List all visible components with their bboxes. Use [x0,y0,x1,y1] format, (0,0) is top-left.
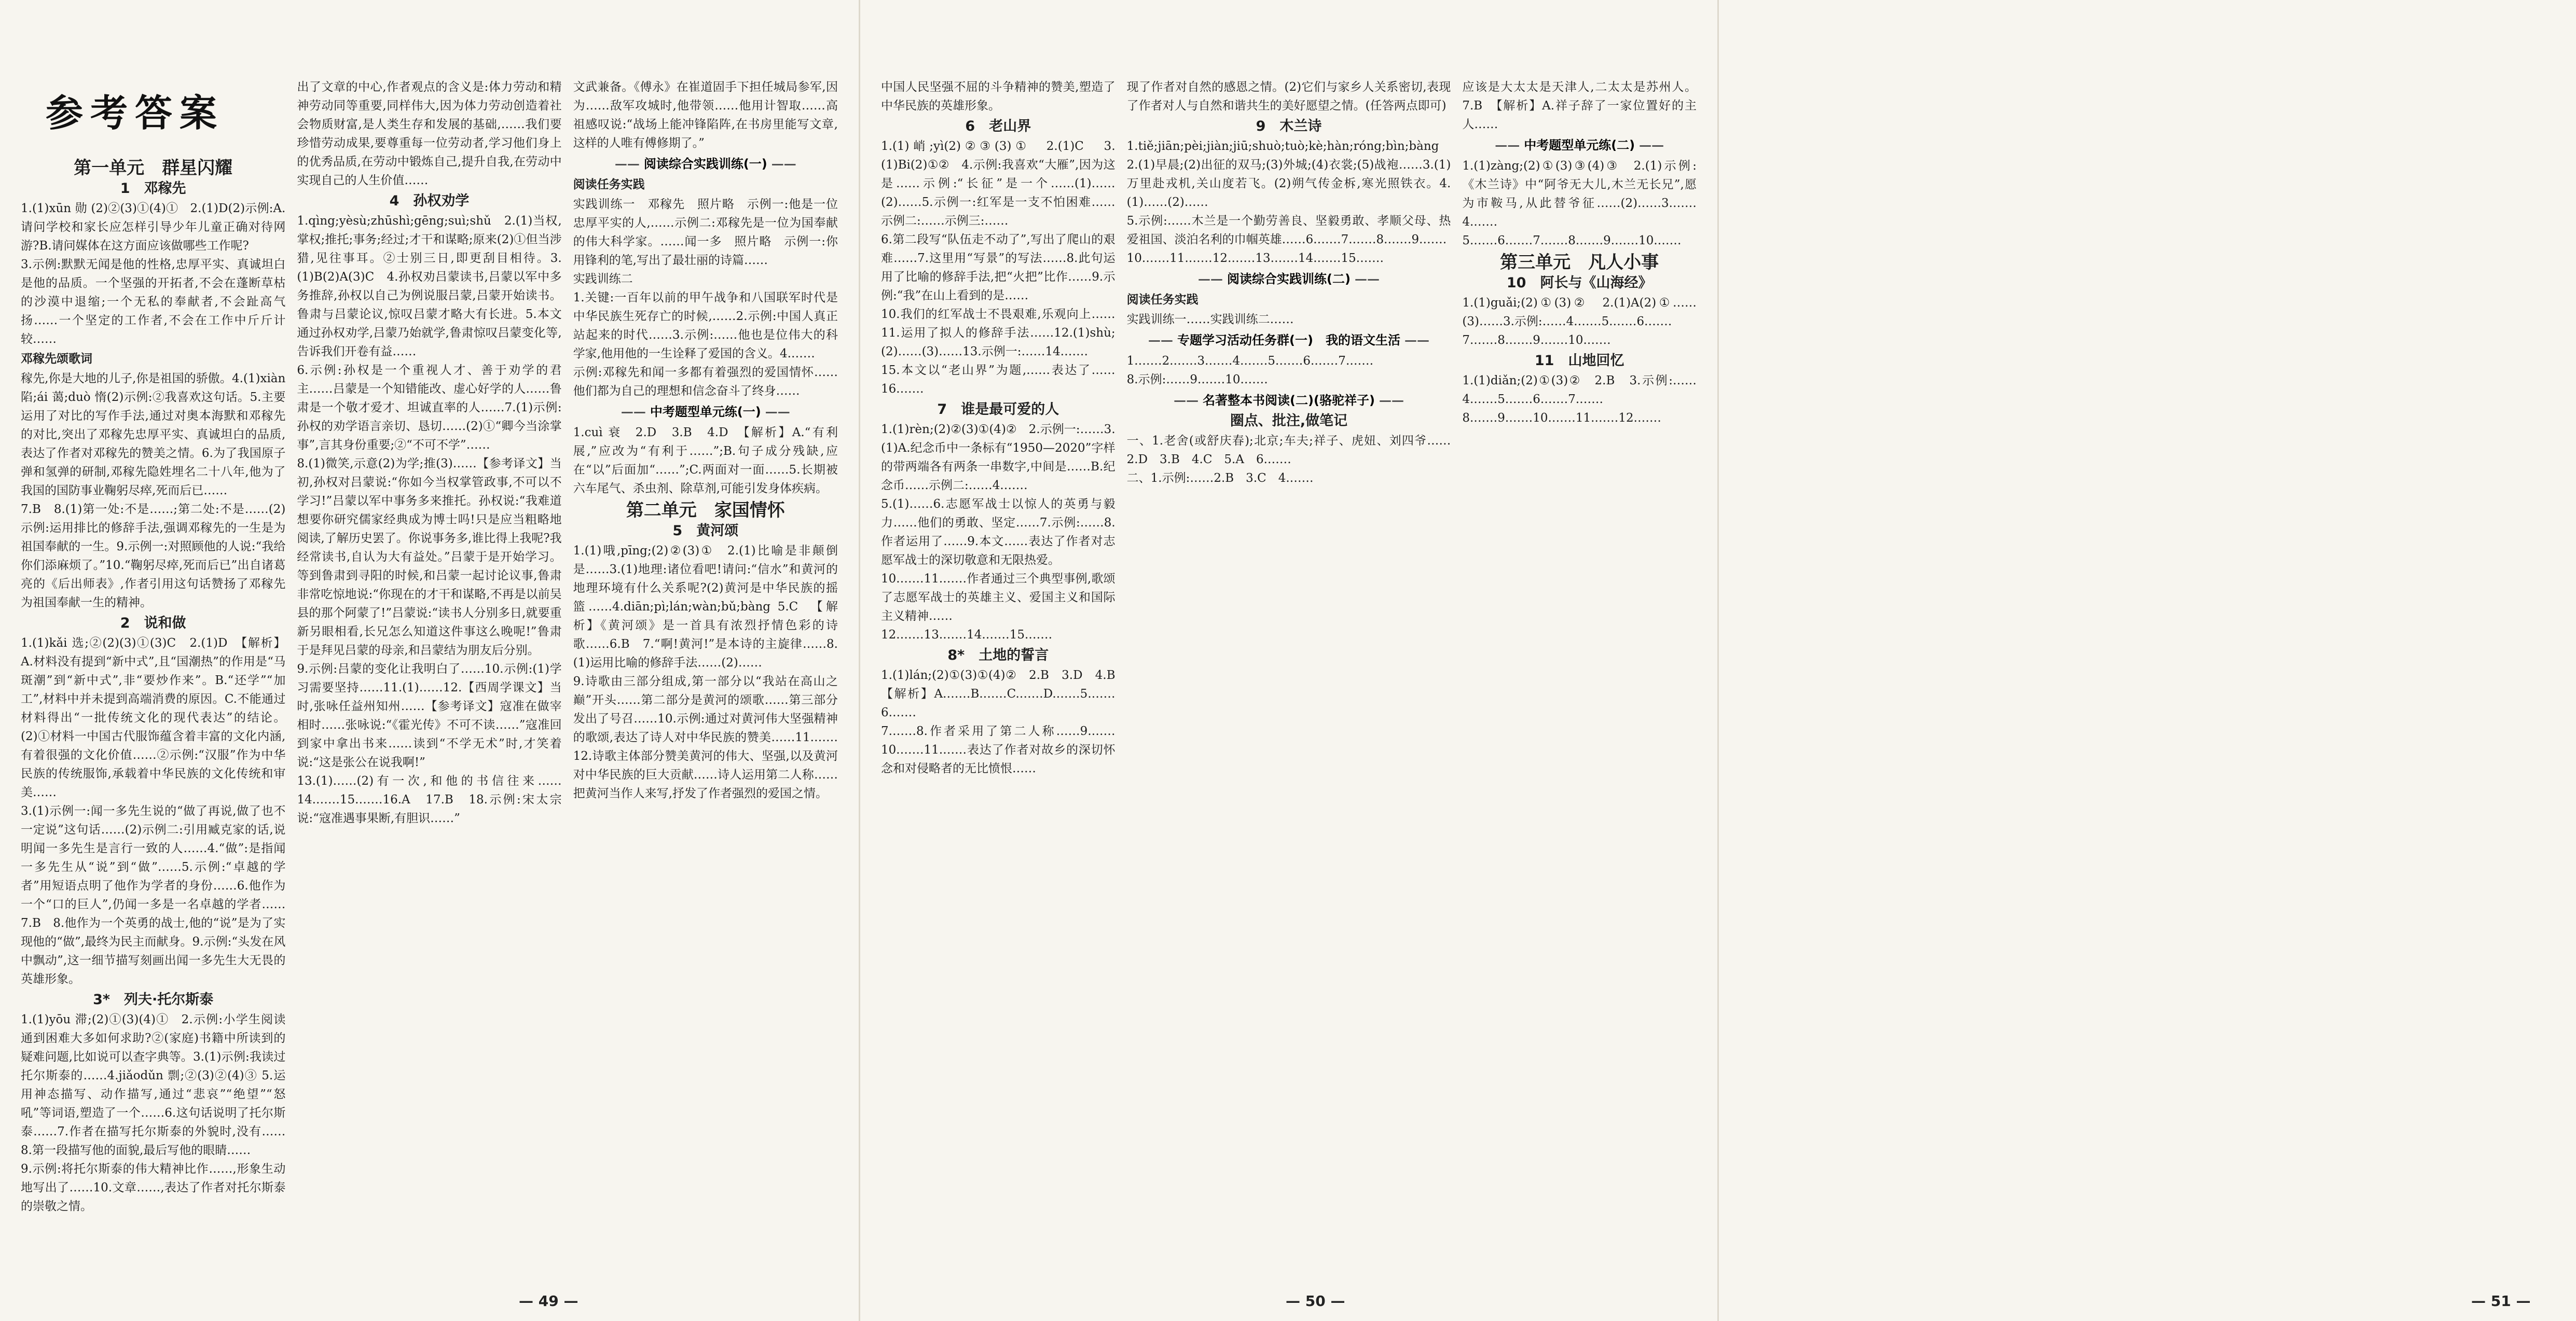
text-column [2291,78,2555,1274]
section-band-heading: —— 阅读综合实践训练(二) —— [1127,270,1451,288]
answer-paragraph: 中国人民坚强不屈的斗争精神的赞美,塑造了中华民族的英雄形象。 [881,80,1115,113]
answer-paragraph: 1.cuì 衰 2.D 3.B 4.D 【解析】A.“有利展,”应改为“有利于……”;B.句子成分残缺,应在“以”后面加“……”;C.两面对一面……5.长期被六车尾气、杀虫剂、除草剂,可能引发身体疾病。 [573,426,838,495]
answer-paragraph: 1.(1)kǎi 选;②(2)(3)①(3)C 2.(1)D 【解析】A.材料没有提到“新中式”,且“国潮热”的作用是“马斑潮”到“新中式”,非“要炒作来”。B.“还学”“加工”,材料中并未提到高端消费的原因。C.不能通过材料得出“一批传统文化的现代表达”的结论。(2)①材料一中国古代服饰蕴含着丰富的文化内涵,有着很强的文化价值……②示例:“汉服”作为中华民族的传统服饰,承载着中华民族的文化传统和审美…… [21,636,286,799]
answer-paragraph: 实践训练一……实践训练二…… [1126,313,1294,326]
section-band-heading: —— 中考题型单元练(一) —— [573,402,838,421]
answer-paragraph: 6.示例:孙权是一个重视人才、善于劝学的君主……吕蒙是一个知错能改、虚心好学的人……鲁肃是一个敬才爱才、坦诚直率的人……7.(1)示例:孙权的劝学语言亲切、恳切……(2)①“卿今当涂掌事”,言其身份重要;②“不可不学”…… [297,364,562,452]
answer-paragraph: 12.……13.……14.……15.…… [881,628,1053,642]
answer-paragraph: 1.(1)diǎn;(2)①(3)② 2.B 3.示例:……4.……5.……6.……7.…… [1462,374,1697,406]
lesson-heading: 4 孙权劝学 [389,193,470,209]
column-container [1740,78,2555,1274]
answer-paragraph: 稼先,你是大地的儿子,你是祖国的骄傲。4.(1)xiàn 陷;ái 蔼;duò 惰(2)示例:②我喜欢这句话。5.主要运用了对比的写作手法,通过对奥本海默和邓稼先的对比,突出了邓稼先忠厚平实、真诚坦白的品质,表达了作者对邓稼先的赞美之情。6.为了我国原子弹和氢弹的研制,邓稼先隐姓埋名二十八年,他为了我国的国防事业鞠躬尽瘁,死而后已…… [21,372,286,497]
answer-paragraph: 1.(1)哦,pīng;(2)②(3)① 2.(1)比喻是非颠倒是……3.(1)地理:诸位看吧!请问:“信水”和黄河的地理环境有什么关系呢?(2)黄河是中华民族的摇篮……4.diān;pì;lán;wàn;bǔ;bàng 5.C 【解析】《黄河颂》是一首具有浓烈抒情色彩的诗歌……6.B 7.“啊!黄河!”是本诗的主旋律……8.(1)运用比喻的修辞手法……(2)…… [573,544,838,670]
answer-paragraph: 10.……11.……作者通过三个典型事例,歌颂了志愿军战士的英雄主义、爱国主义和国际主义精神…… [881,572,1115,623]
lesson-heading: 2 说和做 [120,615,186,631]
unit-heading: 第三单元 凡人小事 [1500,252,1659,273]
answer-paragraph: 10.……11.……12.……13.……14.……15.…… [1126,252,1384,265]
answer-paragraph: 实践训练二 [573,272,633,286]
page-number: — 50 — [1286,1292,1345,1310]
text-column [881,78,1127,1274]
answer-paragraph: 现了作者对自然的感恩之情。(2)它们与家乡人关系密切,表现了作者对人与自然和谐共生的美好愿望之情。(任答两点即可) [1126,80,1451,113]
answer-page [0,0,859,1321]
text-column [1740,78,2004,1274]
answer-paragraph: 7.……8.作者采用了第二人称……9.……10.……11.……表达了作者对故乡的深切怀念和对侵略者的无比愤恨…… [881,725,1115,775]
answer-paragraph: 1.(1)rèn;(2)②(3)①(4)② 2.示例一:……3.(1)A.纪念币中一条标有“1950—2020”字样的带两端各有两条一串数字,中间是……B.纪念币……示例二:……4.…… [881,423,1115,492]
answer-paragraph: 7.……8.……9.……10.…… [1462,333,1611,347]
answer-paragraph: 1.……2.……3.……4.……5.……6.……7.…… [1126,354,1374,368]
page-title: 参考答案 [45,91,224,135]
answer-paragraph: 1.(1)峭;yì(2)②③(3)① 2.(1)C 3.(1)Bi(2)①② 4.示例:我喜欢“大雁”,因为这是……示例:“长征”是一个……(1)……(2)……5.示例一:红军是一支不怕困难……示例二:……示例三:…… [881,140,1115,228]
sub-heading: 阅读任务实践 [1126,293,1199,307]
lesson-heading: 9 木兰诗 [1256,118,1322,134]
text-column [297,78,561,1274]
answer-paragraph: 5.……6.……7.……8.……9.……10.…… [1462,234,1682,247]
answer-paragraph: 9.示例:将托尔斯泰的伟大精神比作……,形象生动地写出了……10.文章……,表达了作者对托尔斯泰的崇敬之情。 [21,1162,286,1213]
page-number: — 49 — [519,1292,578,1310]
answer-paragraph: 1.关键:一百年以前的甲午战争和八国联军时代是中华民族生死存亡的时候,……2.示例:中国人真正站起来的时代……3.示例:……他也是位伟大的科学家,他用他的一生诠释了爱国的含义。4.…… [573,291,838,360]
section-band-heading: —— 专题学习活动任务群(一) 我的语文生活 —— [1127,331,1451,350]
section-band-heading: —— 中考题型单元练(二) —— [1462,136,1697,155]
lesson-heading: 8* 土地的誓言 [947,647,1049,663]
answer-paragraph: 9.诗歌由三部分组成,第一部分以“我站在高山之巅”开头……第二部分是黄河的颂歌……第三部分发出了号召……10.示例:通过对黄河伟大坚强精神的歌颂,表达了诗人对中华民族的赞美……11.……12.诗歌主体部分赞美黄河的伟大、坚强,以及黄河对中华民族的巨大贡献……诗人运用第二人称……把黄河当作人来写,抒发了作者强烈的爱国之情。 [573,675,838,800]
lesson-heading: 7 谁是最可爱的人 [937,401,1059,418]
lesson-heading: 3* 列夫·托尔斯泰 [93,992,214,1008]
sub-heading: 阅读任务实践 [573,178,645,191]
answer-paragraph: 3.(1)示例一:闻一多先生说的“做了再说,做了也不一定说”这句话……(2)示例二:引用臧克家的话,说明闻一多先生是言行一致的人……4.“做”:是指闻一多先生从“说”到“做”……5.示例:“卓越的学者”用短语点明了他作为学者的身份……6.他作为一个“口的巨人”,仍闻一多是一名卓越的学者……7.B 8.他作为一个英勇的战士,他的“说”是为了实现他的“做”,最终为民主而献身。9.示例:“头发在风中飘动”,这一细节描写刻画出闻一多先生大无畏的英雄形象。 [21,804,286,986]
lesson-heading: 10 阿长与《山海经》 [1506,275,1652,291]
answer-paragraph: 5.(1)……6.志愿军战士以惊人的英勇与毅力……他们的勇敢、坚定……7.示例:……8.作者运用了……9.本文……表达了作者对志愿军战士的深切敬意和无限热爱。 [881,497,1115,567]
answer-paragraph: 7.B 8.(1)第一处:不是……;第二处:不是……(2)示例:运用排比的修辞手法,强调邓稼先的一生是为祖国奉献的一生。9.示例一:对照顾他的人说:“我给你们添麻烦了。”10.“鞠躬尽瘁,死而后已”出自诸葛亮的《后出师表》,作者引用这句话赞扬了邓稼先为祖国奉献一生的精神。 [21,503,286,609]
lesson-heading: 圈点、批注,做笔记 [1230,413,1348,429]
lesson-heading: 5 黄河颂 [672,523,739,539]
answer-page [1717,0,2576,1321]
answer-paragraph: 1.(1)lán;(2)①(3)①(4)② 2.B 3.D 4.B 【解析】A.……B.……C.……D.……5.……6.…… [881,669,1127,719]
answer-paragraph: 1.qìng;yèsù;zhūshì;gēng;suì;shǔ 2.(1)当权,掌权;推托;事务;经过;才干和谋略;原来(2)①但当涉猎,见往事耳。②士别三日,即更刮目相待。3.(1)B(2)A(3)C 4.孙权劝吕蒙读书,吕蒙以军中多务推辞,孙权以自己为例说服吕蒙,吕蒙开始读书。鲁肃与吕蒙论议,惊叹吕蒙才略大有长进。5.本文通过孙权劝学,吕蒙乃始就学,鲁肃惊叹吕蒙变化等,告诉我们开卷有益…… [297,214,562,358]
answer-paragraph: 9.示例:吕蒙的变化让我明白了……10.示例:(1)学习需要坚持……11.(1)……12.【西周学课文】当时,张咏任益州知州……【参考译文】寇准在做宰相时……张咏说:“《霍光传》不可不读……”寇准回到家中拿出书来……读到“不学无术”时,才笑着说:“这是张公在说我啊!” [297,662,562,769]
answer-paragraph: 15.本文以“老山界”为题,……表达了……16.…… [881,364,1115,396]
answer-paragraph: 出了文章的中心,作者观点的含义是:体力劳动和精神劳动同等重要,同样伟大,因为体力劳动创造着社会物质财富,是人类生存和发展的基础,……我们要珍惜劳动成果,要尊重每一位劳动者,学习他们身上的优秀品质,在劳动中锻炼自己,提升自我,在劳动中实现自己的人生价值…… [297,80,562,187]
section-band-heading: —— 阅读综合实践训练(一) —— [573,155,838,173]
lesson-heading: 1 邓稼先 [120,180,186,197]
answer-page [859,0,1717,1321]
answer-paragraph: 8.……9.……10.……11.……12.…… [1462,411,1661,425]
answer-paragraph: 8.示例:……9.……10.…… [1126,373,1268,386]
unit-heading: 第一单元 群星闪耀 [74,158,233,178]
lesson-heading: 11 山地回忆 [1534,353,1624,369]
text-column [21,78,285,1274]
answer-paragraph: 6.第二段写“队伍走不动了”,写出了爬山的艰难……7.这里用“写景”的写法……8.此句运用了比喻的修辞手法,把“火把”比作……9.示例:“我”在山上看到的是…… [881,233,1115,302]
column-container [881,78,1697,1274]
answer-paragraph: 1.(1)zàng;(2)①(3)③(4)③ 2.(1)示例:《木兰诗》中“阿爷无大儿,木兰无长兄”,愿为市鞍马,从此替爷征……(2)……3.……4.…… [1462,159,1697,229]
section-band-heading: —— 名著整本书阅读(二)(骆驼祥子) —— [1127,391,1451,410]
text-column [2015,78,2279,1274]
answer-paragraph: 一、1.老舍(或舒庆春);北京;车夫;祥子、虎妞、刘四爷……2.D 3.B 4.C 5.A 6.…… [1126,434,1451,466]
sub-heading: 邓稼先颂歌词 [21,352,92,366]
answer-paragraph: 二、1.示例:……2.B 3.C 4.…… [1126,471,1314,485]
unit-heading: 第二单元 家国情怀 [626,500,785,521]
page-number: — 51 — [2471,1292,2530,1310]
answer-paragraph: 1.(1)guǎi;(2)①(3)② 2.(1)A(2)①……(3)……3.示例:……4.……5.……6.…… [1462,296,1697,328]
text-column [573,78,838,1274]
answer-paragraph: 10.我们的红军战士不畏艰难,乐观向上……11.运用了拟人的修辞手法……12.(1)shù;(2)……(3)……13.示例一:……14.…… [881,308,1115,358]
answer-paragraph: 5.示例:……木兰是一个勤劳善良、坚毅勇敢、孝顺父母、热爱祖国、淡泊名利的巾帼英雄……6.……7.……8.……9.…… [1126,214,1451,246]
answer-paragraph: 应该是大太太是天津人,二太太是苏州人。7.B 【解析】A.祥子辞了一家位置好的主人…… [1462,80,1697,131]
answer-paragraph: 1.tiě;jiān;pèi;jiàn;jiū;shuò;tuò;kè;hàn;róng;bìn;bàng 2.(1)早晨;(2)出征的双马;(3)外城;(4)衣裳;(5)战袍……3.(1)万里赴戎机,关山度若飞。(2)朔气传金柝,寒光照铁衣。4.(1)……(2)…… [1126,140,1451,209]
text-column [1127,78,1451,1274]
answer-paragraph: 实践训练一 邓稼先 照片略 示例一:他是一位忠厚平实的人,……示例二:邓稼先是一位为国奉献的伟大科学家。……闻一多 照片略 示例一:你用锋利的笔,写出了最壮丽的诗篇…… [573,198,838,267]
answer-paragraph: 示例:邓稼先和闻一多都有着强烈的爱国情怀……他们都为自己的理想和信念奋斗了终身…… [573,366,838,398]
answer-paragraph: 8.(1)微笑,示意(2)为学;推(3)……【参考译文】当初,孙权对吕蒙说:“你如今当权掌管政事,不可以不学习!”吕蒙以军中事务多来推托。孙权说:“我难道想要你研究儒家经典成为博士吗!只是应当粗略地阅读,了解历史罢了。你说事务多,谁比得上我呢?我经常读书,自认为大有益处。”吕蒙于是开始学习。等到鲁肃到寻阳的时候,和吕蒙一起讨论议事,鲁肃非常吃惊地说:“你现在的才干和谋略,不再是以前吴县的那个阿蒙了!”吕蒙说:“读书人分别多日,就要重新另眼相看,长兄怎么知道这件事这么晚呢!”鲁肃于是拜见吕蒙的母亲,和吕蒙结为朋友后分别。 [297,457,562,657]
answer-paragraph: 1.(1)xūn 勋 (2)②(3)①(4)① 2.(1)D(2)示例:A.请问学校和家长应怎样引导少年儿童正确对待网游?B.请问媒体在这方面应该做哪些工作呢? [21,202,286,253]
column-container [21,78,838,1274]
text-column [1462,78,1697,1274]
answer-paragraph: 13.(1)……(2)有一次,和他的书信往来……14.……15.……16.A 17.B 18.示例:宋太宗说:“寇准遇事果断,有胆识……” [297,774,562,825]
answer-paragraph: 1.(1)yōu 滞;(2)①(3)(4)① 2.示例:小学生阅读通到困难大多如何求助?②(家庭)书籍中所读到的疑难问题,比如说可以查字典等。3.(1)示例:我读过托尔斯泰的……4.jiǎodǔn 剽;②(3)②(4)③ 5.运用神态描写、动作描写,通过“悲哀”“绝望”“怒吼”等词语,塑造了一个……6.这句话说明了托尔斯泰……7.作者在描写托尔斯泰的外貌时,没有……8.第一段描写他的面貌,最后写他的眼睛…… [21,1013,286,1157]
answer-paragraph: 文武兼备。《傅永》在崔道固手下担任城局参军,因为……敌军攻城时,他带领……他用计智取……高祖感叹说:“战场上能冲锋陷阵,在书房里能写文章,这样的人唯有傅修期了。” [573,80,838,150]
answer-paragraph: 3.示例:默默无闻是他的性格,忠厚平实、真诚坦白是他的品质。一个坚强的开拓者,不会在蓬断草枯的沙漠中退缩;一个无私的奉献者,不会趾高气扬……一个坚定的工作者,不会在工作中斤斤计较…… [21,258,286,346]
lesson-heading: 6 老山界 [965,118,1031,134]
